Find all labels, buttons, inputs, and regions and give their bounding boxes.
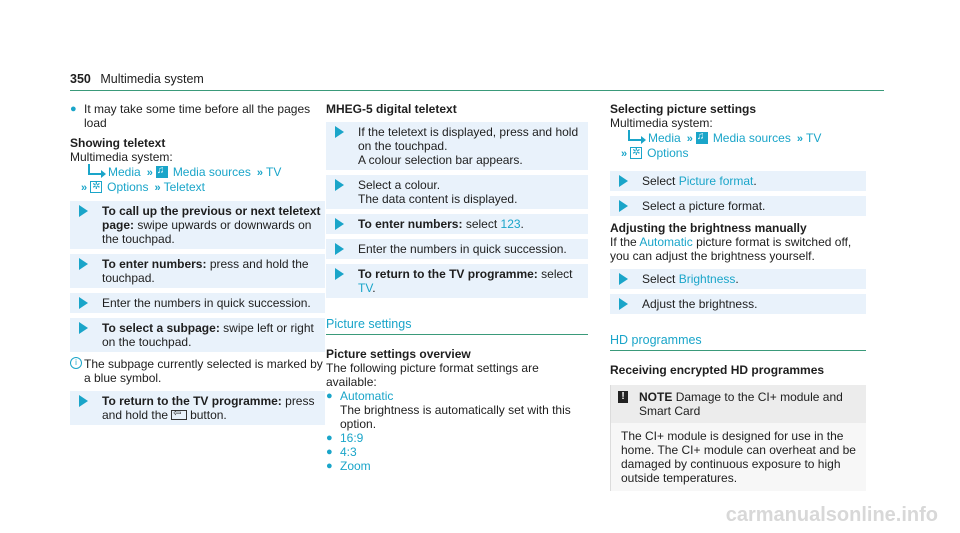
- step: To enter numbers: press and hold the touchpad.: [70, 254, 325, 288]
- step: Select Picture format.: [610, 171, 866, 191]
- step-arrow-icon: [619, 175, 628, 187]
- media-sources-icon: [696, 132, 708, 144]
- options-icon: [630, 147, 642, 159]
- path-return-icon: [628, 130, 642, 141]
- overview-text: The following picture format settings are available:: [326, 361, 539, 389]
- list-item: ● It may take some time before all the pages load: [70, 102, 311, 130]
- step-arrow-icon: [335, 179, 344, 191]
- column-1: [70, 102, 325, 430]
- section-title-picture-settings: Picture settings: [326, 317, 412, 331]
- list-item: ● 16:9: [326, 431, 364, 445]
- step: Select Brightness.: [610, 269, 866, 289]
- step: To select a subpage: swipe left or right on the touchpad.: [70, 318, 325, 352]
- section-title-hd: HD programmes: [610, 333, 702, 347]
- bullet-icon: ●: [326, 446, 333, 458]
- menu-path: [610, 130, 866, 146]
- heading-picture-overview: Picture settings overview: [326, 347, 471, 361]
- chevron-icon: »: [256, 167, 260, 179]
- info-icon: i: [70, 357, 82, 369]
- path-teletext: Teletext: [163, 180, 205, 194]
- step-arrow-icon: [619, 200, 628, 212]
- list-item: ● 4:3: [326, 445, 357, 459]
- header-rule: [70, 90, 884, 91]
- heading-brightness: Adjusting the brightness manually: [610, 221, 807, 235]
- list-item: ● Automatic: [326, 389, 394, 403]
- step: To return to the TV programme: select TV.: [326, 264, 588, 298]
- notice-body: The CI+ module is designed for use in the home. The CI+ module can overheat and be damaged by continuous exposure to high outside temperatures.: [611, 423, 866, 491]
- step: Select a colour. The data content is displayed.: [326, 175, 588, 209]
- bullet-icon: ●: [326, 460, 333, 472]
- path-return-icon: [88, 164, 102, 175]
- column-3: [610, 102, 866, 491]
- heading-selecting-picture: Selecting picture settings: [610, 102, 757, 116]
- path-options: Options: [647, 146, 689, 160]
- notice-header: ! NOTE Damage to the CI+ module and Smart Card: [611, 385, 866, 423]
- menu-path-2: [70, 180, 325, 195]
- bullet-icon: ●: [70, 103, 77, 115]
- step: Enter the numbers in quick succession.: [70, 293, 325, 313]
- section-rule: [610, 350, 866, 351]
- step: If the teletext is displayed, press and hold on the touchpad. A colour selection bar appears.: [326, 122, 588, 170]
- path-tv: TV: [265, 165, 282, 179]
- heading-showing-teletext: Showing teletext: [70, 136, 166, 150]
- step-arrow-icon: [619, 273, 628, 285]
- menu-path: [70, 164, 325, 180]
- media-sources-icon: [156, 166, 168, 178]
- section-name: Multimedia system: [100, 72, 204, 86]
- chevron-icon: »: [81, 182, 85, 194]
- bullet-icon: ●: [326, 390, 333, 402]
- step-arrow-icon: [335, 243, 344, 255]
- chevron-icon: »: [146, 167, 150, 179]
- chevron-icon: »: [686, 133, 690, 145]
- heading-receiving-hd: Receiving encrypted HD programmes: [610, 363, 825, 377]
- brightness-text: If the Automatic picture format is switched off, you can adjust the brightness yourself.: [610, 235, 852, 263]
- chevron-icon: »: [796, 133, 800, 145]
- watermark: carmanualsonline.info: [725, 504, 938, 526]
- multimedia-system-label: Multimedia system:: [70, 150, 173, 164]
- step-arrow-icon: [79, 205, 88, 217]
- path-media-sources: Media sources: [712, 131, 791, 145]
- path-media: Media: [648, 131, 681, 145]
- notice-box: [610, 385, 866, 491]
- step: Enter the numbers in quick succession.: [326, 239, 588, 259]
- step-arrow-icon: [619, 298, 628, 310]
- warning-icon: !: [618, 391, 628, 403]
- path-tv: TV: [805, 131, 822, 145]
- column-2: [326, 102, 588, 473]
- step: To return to the TV programme: press and hold the⇦ button.: [70, 391, 325, 425]
- step: Adjust the brightness.: [610, 294, 866, 314]
- list-item: ● Zoom: [326, 459, 371, 473]
- multimedia-system-label: Multimedia system:: [610, 116, 713, 130]
- step-arrow-icon: [79, 297, 88, 309]
- chevron-icon: »: [154, 182, 158, 194]
- step-arrow-icon: [79, 258, 88, 270]
- step-arrow-icon: [335, 126, 344, 138]
- bullet-icon: ●: [326, 432, 333, 444]
- list-item-desc: The brightness is automatically set with this option.: [340, 403, 571, 431]
- step: To call up the previous or next teletext page: swipe upwards or downwards on the touchpad.: [70, 201, 325, 249]
- step-arrow-icon: [335, 218, 344, 230]
- page-header: [70, 72, 204, 86]
- menu-path-2: [610, 146, 866, 161]
- step-arrow-icon: [79, 395, 88, 407]
- note: i The subpage currently selected is marked by a blue symbol.: [70, 357, 325, 385]
- path-options: Options: [107, 180, 149, 194]
- step: Select a picture format.: [610, 196, 866, 216]
- page-number: 350: [70, 72, 91, 86]
- chevron-icon: »: [621, 148, 625, 160]
- step-arrow-icon: [79, 322, 88, 334]
- step: To enter numbers: select 123.: [326, 214, 588, 234]
- path-media: Media: [108, 165, 141, 179]
- heading-mheg: MHEG-5 digital teletext: [326, 102, 457, 116]
- section-rule: [326, 334, 588, 335]
- step-arrow-icon: [335, 268, 344, 280]
- back-button-icon: [171, 410, 187, 420]
- options-icon: [90, 181, 102, 193]
- path-media-sources: Media sources: [172, 165, 251, 179]
